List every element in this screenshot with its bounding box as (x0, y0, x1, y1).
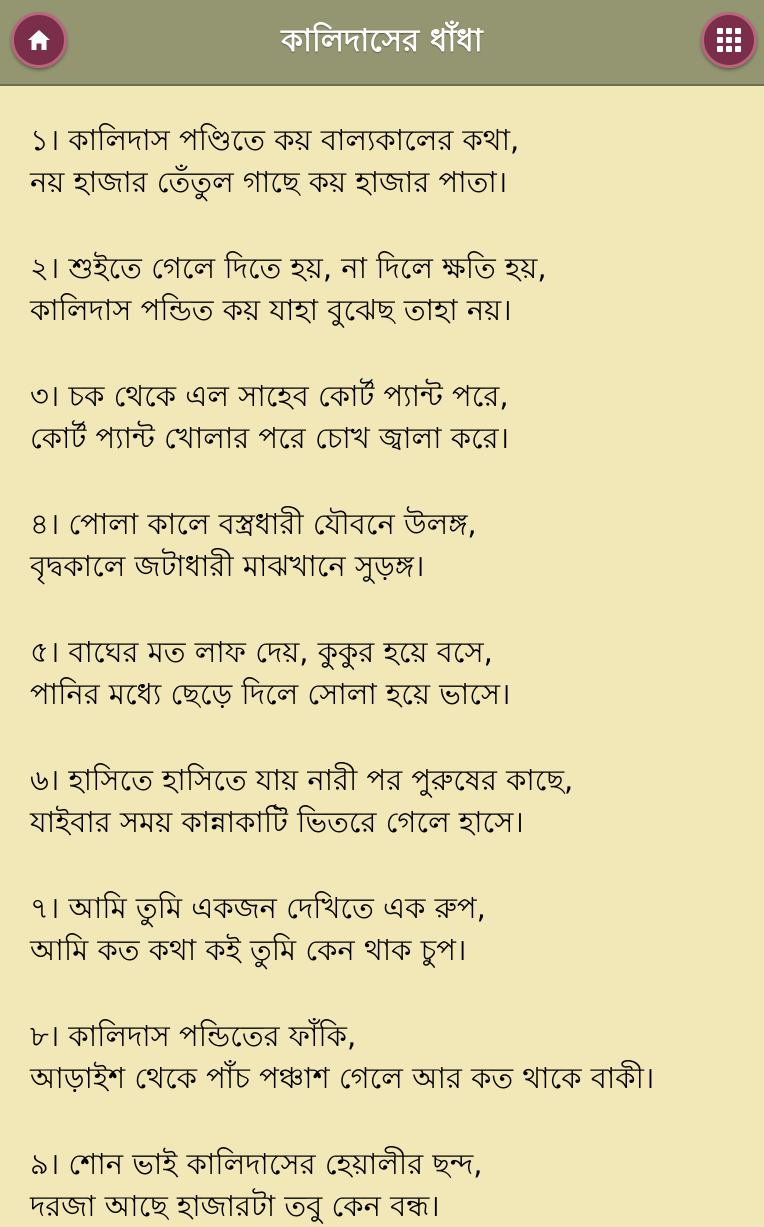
riddle-line: ৩। চক থেকে এল সাহেব কোর্ট প্যান্ট পরে, (30, 379, 509, 413)
riddle-line: ৫। বাঘের মত লাফ দেয়, কুকুর হয়ে বসে, (30, 635, 493, 669)
riddle-line: ৯। শোন ভাই কালিদাসের হেয়ালীর ছন্দ, (30, 1147, 483, 1181)
riddle-line: ৭। আমি তুমি একজন দেখিতে এক রুপ, (30, 891, 486, 925)
riddle-item (30, 1015, 764, 1099)
riddle-item (30, 375, 764, 459)
riddle-line: আড়াইশ থেকে পাঁচ পঞ্চাশ গেলে আর কত থাকে বাকী। (30, 1061, 655, 1095)
riddle-line: বৃদ্বকালে জটাধারী মাঝখানে সুড়ঙ্গ। (30, 549, 425, 583)
riddle-line: ১। কালিদাস পণ্ডিতে কয় বাল্যকালের কথা, (30, 123, 520, 157)
riddle-line: ২। শুইতে গেলে দিতে হয়, না দিলে ক্ষতি হয়, (30, 251, 547, 285)
riddle-list (0, 119, 764, 1227)
riddle-line: কোর্ট প্যান্ট খোলার পরে চোখ জ্বালা করে। (30, 421, 509, 455)
riddle-line: ৮। কালিদাস পন্ডিতের ফাঁকি, (30, 1019, 357, 1053)
riddle-line: পানির মধ্যে ছেড়ে দিলে সোলা হয়ে ভাসে। (30, 677, 511, 711)
riddle-line: আমি কত কথা কই তুমি কেন থাক চুপ। (30, 933, 467, 967)
riddle-item (30, 503, 764, 587)
riddle-item (30, 631, 764, 715)
riddle-line: ৬। হাসিতে হাসিতে যায় নারী পর পুরুষের কাছে, (30, 763, 574, 797)
riddle-line: কালিদাস পন্ডিত কয় যাহা বুঝেছ তাহা নয়। (30, 293, 512, 327)
page-title: কালিদাসের ধাঁধা (281, 23, 483, 59)
grid-menu-icon (716, 27, 742, 53)
riddle-line: দরজা আছে হাজারটা তবু কেন বন্ধ। (30, 1189, 440, 1223)
app-header (0, 0, 764, 86)
riddle-line: নয় হাজার তেঁতুল গাছে কয় হাজার পাতা। (30, 165, 508, 199)
riddle-line: ৪। পোলা কালে বস্ত্রধারী যৌবনে উলঙ্গ, (30, 507, 477, 541)
riddle-item (30, 887, 764, 971)
riddle-line: যাইবার সময় কান্নাকাটি ভিতরে গেলে হাসে। (30, 805, 524, 839)
riddle-item (30, 759, 764, 843)
riddle-item (30, 1143, 764, 1227)
menu-button[interactable] (701, 12, 757, 68)
riddle-item (30, 119, 764, 203)
riddle-item (30, 247, 764, 331)
